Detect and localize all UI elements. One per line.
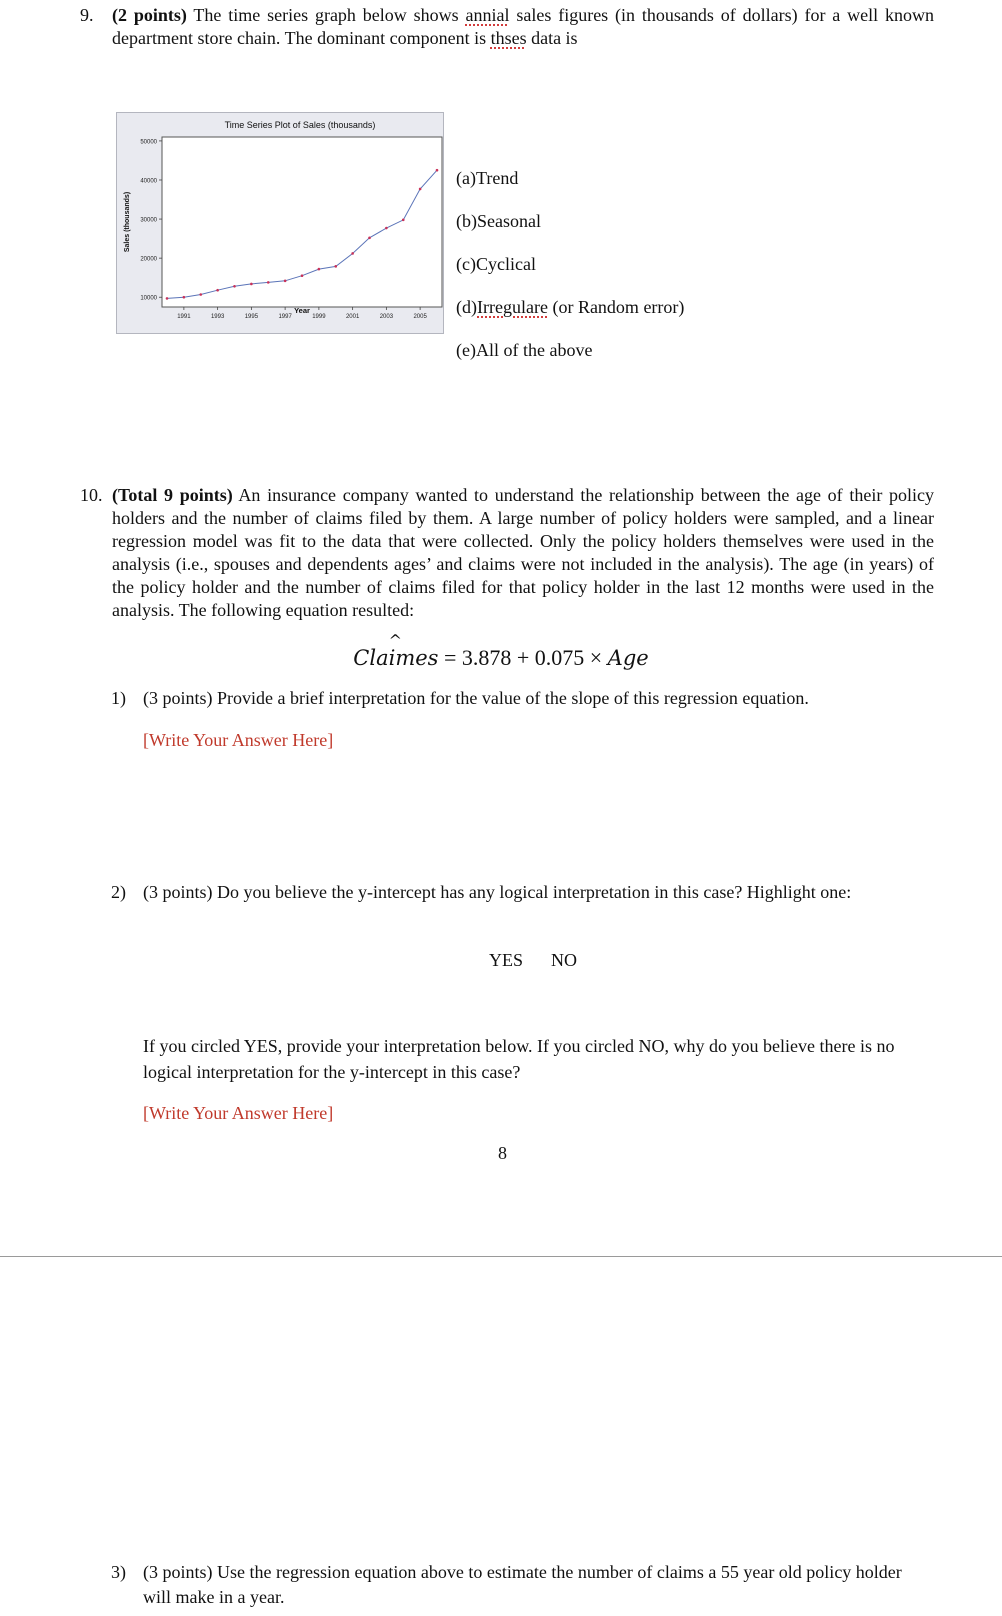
data-point (183, 296, 186, 299)
data-point (385, 227, 388, 230)
x-axis-label: Year (294, 306, 310, 315)
chart-svg (117, 113, 443, 333)
data-point (284, 280, 287, 283)
page-number: 8 (498, 1143, 507, 1163)
x-tick-label: 2005 (413, 314, 427, 320)
x-tick-label: 1993 (210, 314, 225, 320)
y-tick-label: 30000 (140, 217, 157, 224)
part-2-followup: If you circled YES, provide your interpretation below. If you circled NO, why do you believe there is no logical interpretation for the y-intercept in this case? (143, 1036, 895, 1082)
chart-title: Time Series Plot of Sales (thousands) (224, 120, 376, 130)
question-text: (Total 9 points) An insurance company wanted to understand the relationship between the age of their policy holders and the number of claims filed by them. A large number of policy holders were sampled, and a linear regression model was fit to the data that were collected. Only the policy holders themselves were used in the analysis (i.e., spouses and dependents ages’ and claims were not included in the analysis). The age (in years) of the policy holder and the number of claims filed for that policy holder in the last 12 months were used in the analysis. The following equation resulted: (112, 485, 934, 620)
data-point (436, 169, 439, 172)
yes-option[interactable]: YES (489, 950, 524, 970)
option-d: (d)Irregulare (or Random error) (456, 297, 685, 317)
part-text: (3 points) Use the regression equation above to estimate the number of claims a 55 year old policy holder will make in a year. (143, 1562, 902, 1607)
y-tick-label: 50000 (140, 139, 157, 146)
misspelled-word: Irregulare (477, 297, 548, 317)
x-tick-label: 1999 (312, 314, 326, 320)
y-tick-label: 40000 (140, 178, 157, 185)
data-point (233, 285, 236, 288)
part-3 (111, 1560, 911, 1612)
part-text: (3 points) Provide a brief interpretation for the value of the slope of this regression equation. (143, 688, 809, 708)
answer-placeholder-2[interactable]: [Write Your Answer Here] (143, 1103, 334, 1123)
data-point (334, 265, 337, 268)
equation-variable: Age (607, 646, 649, 670)
option-c: (c)Cyclical (456, 254, 536, 274)
answer-placeholder-1[interactable]: [Write Your Answer Here] (143, 730, 334, 750)
part-1 (111, 686, 911, 712)
data-point (419, 188, 422, 191)
option-b: (b)Seasonal (456, 211, 541, 231)
equation-lhs: Cla ^ imes (353, 631, 439, 670)
equation-rhs: = 3.878 + 0.075 × (438, 645, 608, 670)
option-e: (e)All of the above (456, 340, 593, 360)
part-number: 3) (111, 1562, 126, 1582)
data-point (402, 219, 405, 222)
x-tick-label: 2003 (379, 314, 394, 320)
question-10 (80, 484, 940, 624)
data-point (351, 252, 354, 255)
part-number: 2) (111, 882, 126, 902)
x-tick-label: 2001 (345, 314, 360, 320)
y-tick-label: 10000 (140, 295, 157, 302)
question-points: (Total 9 points) (112, 485, 233, 505)
question-text: (2 points) The time series graph below shows annial sales figures (in thousands of dollars) for a well known department store chain. The dominant component is thses data is (112, 5, 934, 48)
question-number: 9. (80, 5, 94, 25)
part-text: (3 points) Do you believe the y-intercept has any logical interpretation in this case? Highlight one: (143, 882, 852, 902)
x-tick-label: 1991 (177, 314, 191, 320)
data-point (318, 268, 321, 271)
question-9 (80, 4, 940, 54)
page-divider (0, 1256, 1002, 1257)
question-points: (2 points) (112, 5, 187, 25)
data-point (368, 237, 371, 240)
data-point (267, 281, 270, 284)
time-series-chart (116, 112, 444, 334)
no-option[interactable]: NO (551, 950, 577, 970)
part-2 (111, 880, 911, 932)
question-number: 10. (80, 485, 103, 505)
x-tick-label: 1995 (244, 314, 259, 320)
y-axis-label: Sales (thousands) (124, 191, 131, 253)
data-point (250, 283, 253, 286)
misspelled-word: thses (490, 28, 527, 48)
misspelled-word: annial (465, 5, 510, 25)
data-point (166, 297, 169, 300)
part-number: 1) (111, 688, 126, 708)
option-a: (a)Trend (456, 168, 519, 188)
regression-equation (0, 631, 1002, 671)
hat-accent: ^ (388, 631, 402, 650)
x-tick-label: 1997 (278, 314, 292, 320)
data-point (301, 274, 304, 277)
data-point (199, 293, 202, 296)
data-point (216, 289, 219, 292)
y-tick-label: 20000 (140, 256, 157, 263)
